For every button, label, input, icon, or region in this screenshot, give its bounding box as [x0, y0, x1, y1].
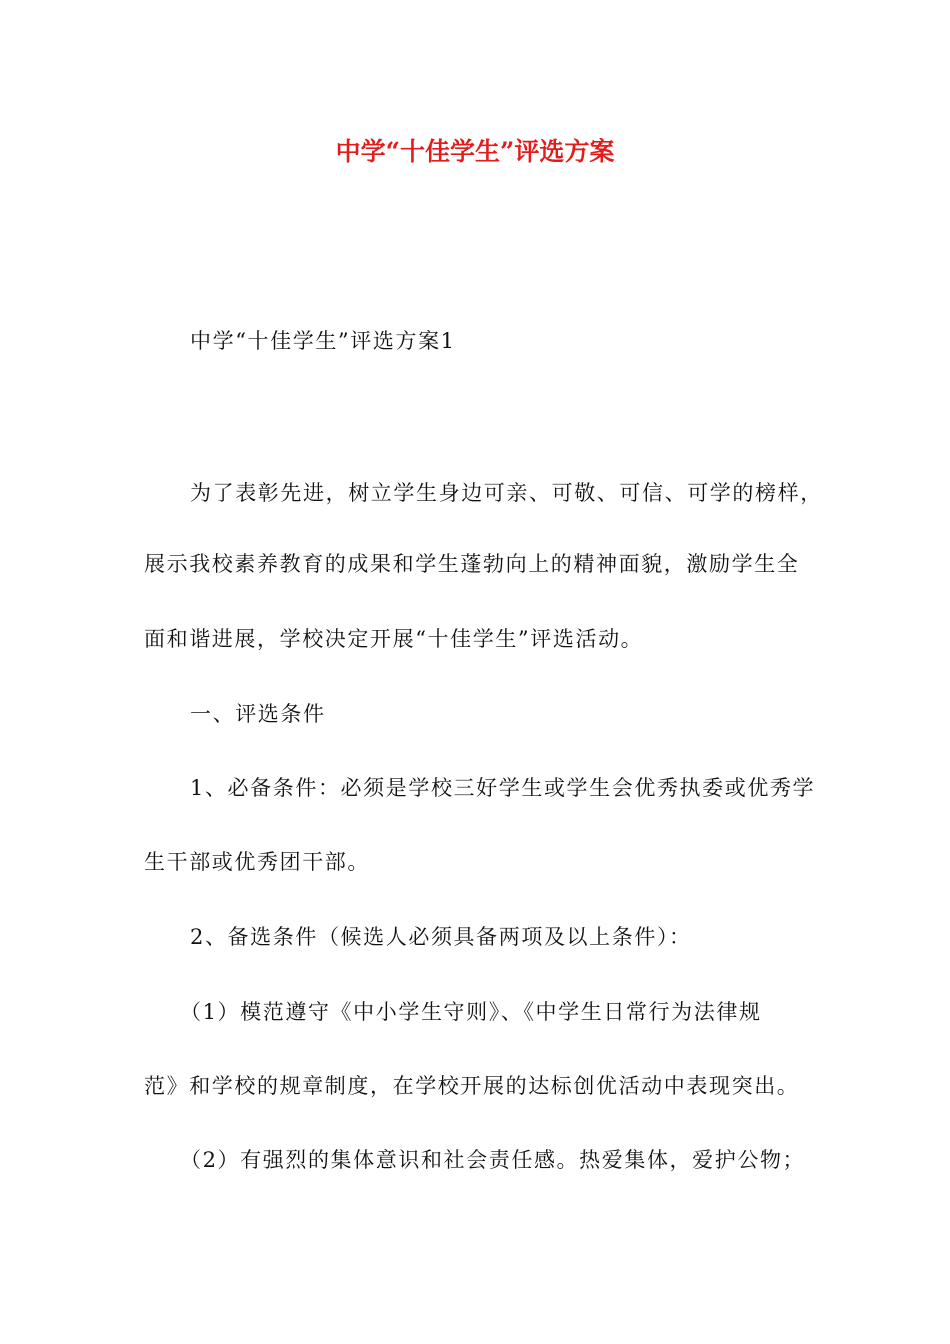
paragraph-line: 为了表彰先进，树立学生身边可亲、可敬、可信、可学的榜样， [190, 481, 823, 505]
document-title: 中学“十佳学生”评选方案 [335, 137, 615, 166]
paragraph-line: （1）模范遵守《中小学生守则》、《中学生日常行为法律规 [180, 1000, 762, 1024]
paragraph-line: 2、备选条件（候选人必须具备两项及以上条件）： [190, 925, 692, 949]
paragraph-line: 范》和学校的规章制度，在学校开展的达标创优活动中表现突出。 [144, 1074, 800, 1098]
paragraph-line: （2）有强烈的集体意识和社会责任感。热爱集体，爱护公物； [180, 1148, 806, 1172]
section-heading: 一、评选条件 [190, 702, 326, 726]
paragraph-line: 展示我校素养教育的成果和学生蓬勃向上的精神面貌，激励学生全 [144, 552, 800, 576]
paragraph-line: 1、必备条件：必须是学校三好学生或学生会优秀执委或优秀学 [190, 776, 816, 800]
paragraph-line: 生干部或优秀团干部。 [144, 850, 370, 874]
section-heading: 中学“十佳学生”评选方案1 [190, 329, 456, 353]
paragraph-line: 面和谐进展，学校决定开展“十佳学生”评选活动。 [144, 627, 644, 651]
